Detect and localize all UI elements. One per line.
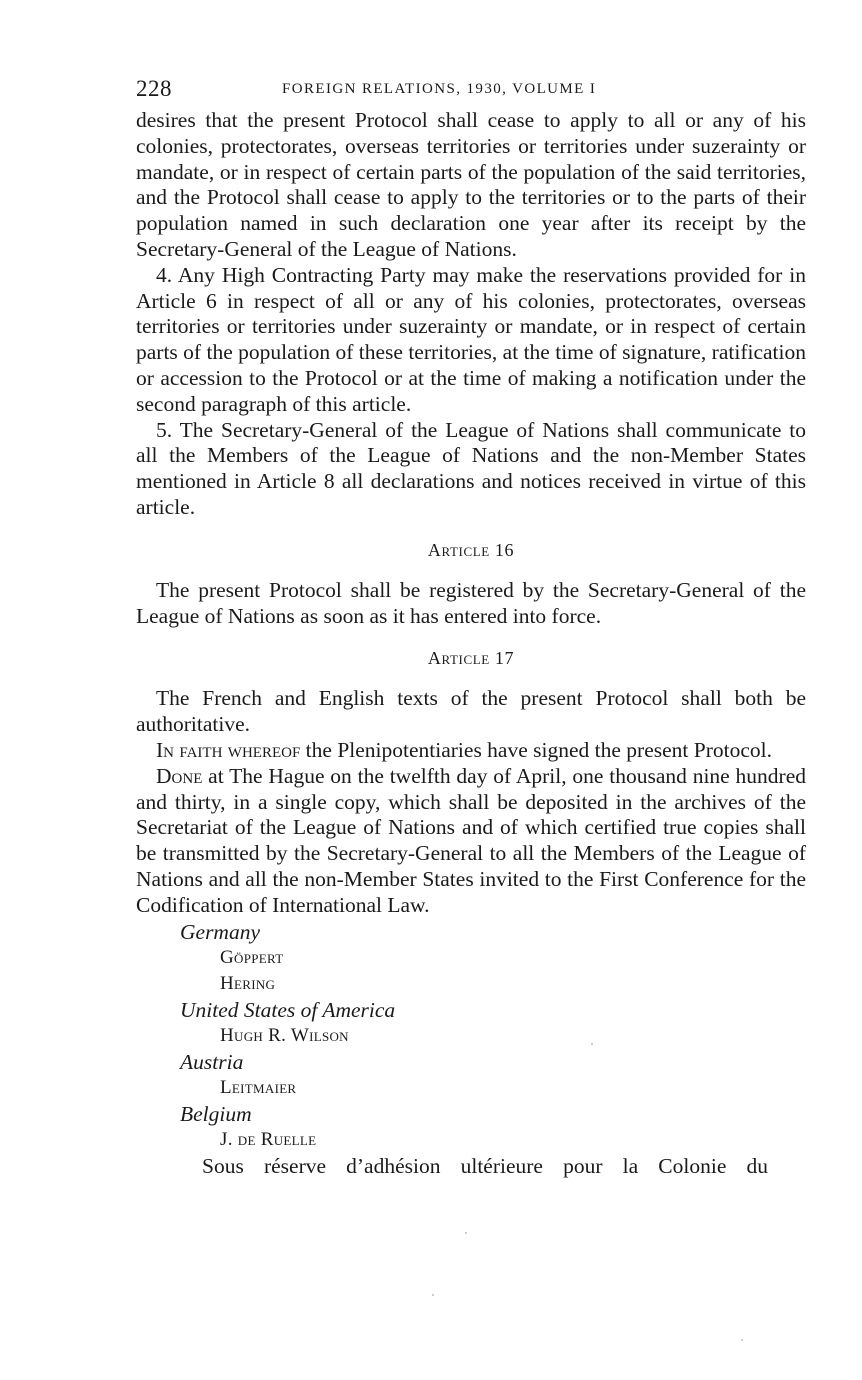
signatory-name-leitmaier: Leitmaier	[220, 1076, 297, 1098]
in-faith-lead: In faith whereof	[156, 737, 301, 762]
signatory-name-hering: Hering	[220, 972, 276, 994]
signatory-name-goppert: Göppert	[220, 946, 284, 968]
document-page	[136, 76, 806, 1179]
signatory-country-belgium: Belgium	[180, 1101, 252, 1126]
running-header	[136, 76, 806, 108]
done-rest: at The Hague on the twelfth day of April, one thousand nine hundred and thirty, in a single copy, which shall be deposited in the archives of the Secretariat of the League of Nations and of which certified true copies shall be transmitted by the Secretary-General to all the Members of the League of Nations and all the non-Member States invited to the First Conference for the Codification of International Law.	[136, 763, 806, 917]
scan-speck	[741, 1339, 743, 1341]
done-paragraph	[136, 764, 806, 919]
scan-speck	[465, 1232, 467, 1234]
paragraph-5: 5. The Secretary-General of the League of Nations shall communicate to all the Members of the League of Nations and the non-Member States mentioned in Article 8 all declarations and notices received in virtue of this article.	[136, 417, 806, 519]
in-faith-paragraph	[136, 738, 806, 764]
signatory-country-austria: Austria	[180, 1049, 244, 1074]
signatory-name-de-ruelle: J. de Ruelle	[220, 1128, 317, 1150]
continuation-paragraph: desires that the present Protocol shall cease to apply to all or any of his colonies, protectorates, overseas territories or territories under suzerainty or mandate, or in respect of certain parts of the population of the said territories, and the Protocol shall cease to apply to the territories or to the parts of their population named in such declaration one year after its receipt by the Secretary-General of the League of Nations.	[136, 108, 806, 261]
article-17-heading: Article 17	[427, 648, 515, 669]
article-17-text: The French and English texts of the present Protocol shall both be authoritative.	[136, 686, 806, 737]
page-number: 228	[136, 76, 172, 101]
article-16-text: The present Protocol shall be registered by the Secretary-General of the League of Nations as soon as it has entered into force.	[136, 577, 806, 628]
signatory-name-wilson: Hugh R. Wilson	[220, 1024, 349, 1046]
in-faith-rest: the Plenipotentiaries have signed the present Protocol.	[300, 737, 772, 762]
reservation-note: Sous réserve d’adhésion ultérieure pour la Colonie du	[202, 1153, 768, 1178]
signatory-country-usa: United States of America	[180, 997, 396, 1022]
scan-speck	[432, 1294, 434, 1296]
done-lead: Done	[156, 763, 203, 788]
signatory-country-germany: Germany	[180, 919, 261, 944]
article-16-heading: Article 16	[427, 539, 515, 560]
scan-speck	[591, 1043, 593, 1045]
paragraph-4: 4. Any High Contracting Party may make the reservations provided for in Article 6 in respect of all or any of his colonies, protectorates, overseas territories or territories under suzerainty or mandate, or in respect of certain parts of the population of these territories, at the time of signature, ratification or accession to the Protocol or at the time of making a notification under the second paragraph of this article.	[136, 262, 806, 416]
running-title: FOREIGN RELATIONS, 1930, VOLUME I	[282, 81, 597, 97]
signatory-list	[136, 919, 806, 1153]
